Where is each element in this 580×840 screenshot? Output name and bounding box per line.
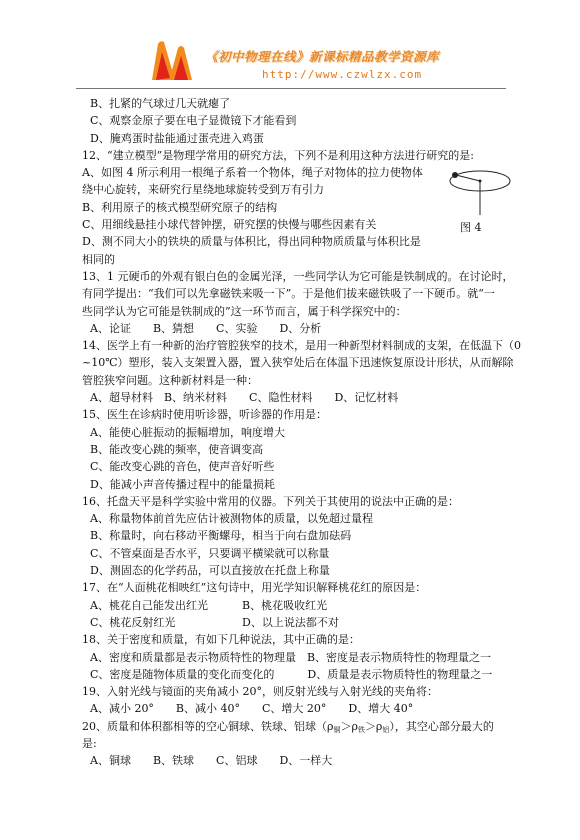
q14-line-1: 14、医学上有一种新的治疗管腔狭窄的技术，是用一种新型材料制成的支架，在低温下（0	[82, 339, 521, 353]
q17-option-b: B、桃花吸收红光	[242, 598, 328, 612]
q12-option-a: A、如图 4 所示利用一根绳子系着一个物体，绳子对物体的拉力使物体	[82, 166, 423, 180]
q20-stem	[82, 718, 512, 735]
q16-option-c: C、不管桌面是否水平，只要调平横梁就可以称量	[90, 546, 330, 560]
q11-option-d: D、腌鸡蛋时盐能通过蛋壳进入鸡蛋	[90, 131, 264, 145]
q20-stem-text: 20、质量和体积都相等的空心铜球、铁球、铝球（ρ	[82, 719, 334, 733]
q20-options: A、铜球 B、铁球 C、铝球 D、一样大	[90, 754, 333, 768]
q18-options-cd: C、密度是随物体质量的变化而变化的 D、质量是表示物质特性的物理量之一	[90, 667, 493, 681]
banner-url: http://www.czwlzx.com	[262, 68, 423, 81]
banner-title: 《初中物理在线》新课标精品教学资源库	[205, 49, 440, 64]
q12-option-d: D、测不同大小的铁块的质量与体积比，得出同种物质质量与体积比是	[82, 235, 421, 249]
figure-4	[448, 167, 512, 239]
q12-option-d-cont: 相同的	[82, 252, 115, 266]
q12-option-a-cont: 绕中心旋转，来研究行星绕地球旋转受到万有引力	[82, 183, 324, 197]
q12-stem: 12、“建立模型”是物理学常用的研究方法，下列不是利用这种方法进行研究的是:	[82, 148, 474, 162]
q20-compare-1: ＞ρ	[340, 719, 358, 733]
q16-option-b: B、称量时，向右移动平衡螺母，相当于向右盘加砝码	[90, 529, 352, 543]
q11-option-b: B、扎紧的气球过几天就瘪了	[90, 97, 231, 110]
q16-option-d: D、测固态的化学药品，可以直接放在托盘上称量	[90, 564, 330, 578]
q15-option-b: B、能改变心跳的频率，使音调变高	[90, 442, 264, 456]
q15-option-d: D、能减小声音传播过程中的能量损耗	[90, 477, 275, 491]
q15-stem: 15、医生在诊病时使用听诊器，听诊器的作用是：	[82, 408, 327, 422]
q15-option-a: A、能使心脏振动的振幅增加，响度增大	[90, 425, 285, 439]
header-divider	[76, 88, 506, 89]
q11-option-c: C、观察金原子要在电子显微镜下才能看到	[90, 114, 297, 128]
q17-option-c: C、桃花反射红光	[90, 615, 176, 629]
q13-line-2: 有同学提出：“我们可以先拿磁铁来吸一下”。于是他们拔来磁铁吸了一下硬币。就“一	[82, 287, 495, 301]
q17-options-ab	[82, 597, 512, 614]
q19-stem: 19、入射光线与镜面的夹角减小 20°，则反射光线与入射光线的夹角将：	[82, 685, 438, 699]
q20-stem-cont: 是:	[82, 736, 97, 750]
rho-copper-subscript: 铜	[333, 725, 341, 734]
q18-stem: 18、关于密度和质量，有如下几种说法，其中正确的是：	[82, 633, 360, 647]
q20-compare-2: ＞ρ	[364, 719, 383, 733]
q14-line-3: 管腔狭窄问题。这种新材料是一种：	[82, 373, 258, 387]
q13-line-1: 13、1 元硬币的外观有银白色的金属光泽，一些同学认为它可能是铁制成的。在讨论时，	[82, 269, 514, 283]
q14-options: A、超导材料 B、纳米材料 C、隐性材料 D、记忆材料	[90, 391, 399, 405]
q17-option-d: D、以上说法都不对	[242, 615, 339, 629]
q13-options: A、论证 B、猜想 C、实验 D、分析	[90, 321, 322, 335]
q18-options-ab: A、密度和质量都是表示物质特性的物理量 B、密度是表示物质特性的物理量之一	[90, 650, 492, 664]
rho-aluminum-subscript: 铝	[382, 725, 390, 734]
q14-line-2: ~10℃）塑形，装入支架置入器，置入狭窄处后在体温下迅速恢复原设计形状，从而解除	[82, 356, 514, 370]
figure-4-label: 图 4	[460, 221, 482, 234]
q16-option-a: A、称量物体前首先应估计被测物体的质量，以免超过量程	[90, 512, 373, 526]
q12-option-c: C、用细线悬挂小球代替钟摆，研究摆的快慢与哪些因素有关	[82, 218, 377, 232]
q13-line-3: 些同学认为它可能是铁制成的”这一环节而言，属于科学探究中的：	[82, 304, 407, 318]
q16-stem: 16、托盘天平是科学实验中常用的仪器。下列关于其使用的说法中正确的是：	[82, 494, 459, 508]
q15-option-c: C、能改变心跳的音色，使声音好听些	[90, 460, 275, 474]
q17-options-cd	[82, 614, 512, 631]
site-logo-icon	[148, 40, 198, 84]
rho-iron-subscript: 铁	[357, 725, 365, 734]
q12-option-b: B、利用原子的核式模型研究原子的结构	[82, 200, 278, 214]
q17-option-a: A、桃花自己能发出红光	[90, 598, 208, 612]
page-header	[0, 0, 580, 92]
q20-stem-tail: ），其空心部分最大的	[389, 719, 494, 733]
q19-options: A、减小 20° B、减小 40° C、增大 20° D、增大 40°	[90, 702, 414, 716]
q17-stem: 17、在“人面桃花相映红”这句诗中，用光学知识解释桃花红的原因是：	[82, 581, 427, 595]
